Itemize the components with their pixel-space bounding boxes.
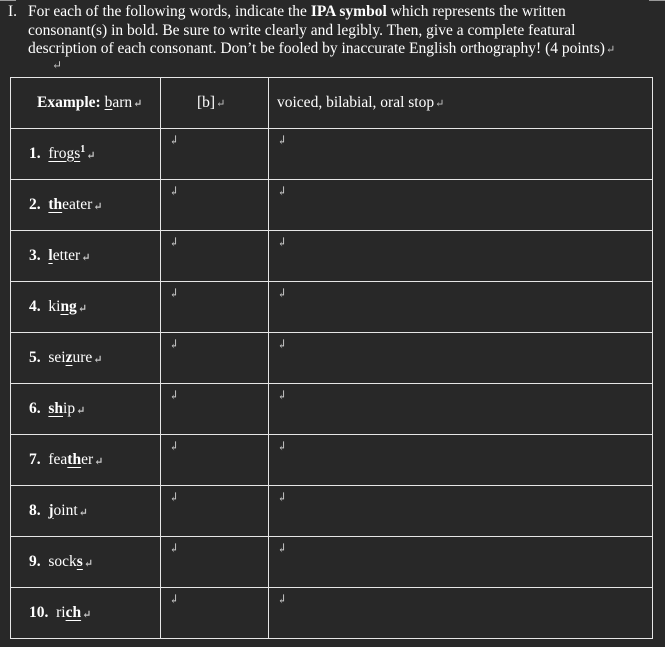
description-answer-cell[interactable] [269, 486, 653, 537]
cell-end-mark-icon: ↵ [81, 251, 91, 264]
word-row [11, 537, 653, 588]
description-answer-cell[interactable] [269, 333, 653, 384]
cell-end-mark-icon: ↲ [169, 133, 180, 147]
example-word-cell[interactable] [11, 78, 161, 129]
description-answer-cell[interactable] [269, 129, 653, 180]
word-part: ki [48, 298, 61, 316]
cell-end-mark-icon: ↲ [277, 592, 288, 606]
cell-end-mark-icon: ↲ [277, 388, 288, 402]
cell-end-mark-icon: ↲ [277, 235, 288, 249]
description-answer-cell[interactable] [269, 282, 653, 333]
word-part: oint [53, 502, 78, 520]
cell-end-mark-icon: ↲ [277, 490, 288, 504]
word-target-consonant: ng [60, 298, 77, 316]
word-row [11, 588, 653, 639]
example-row [11, 78, 653, 129]
ipa-answer-cell[interactable] [161, 282, 269, 333]
word-target-consonant: th [48, 196, 63, 214]
word-cell[interactable] [11, 282, 161, 333]
cell-end-mark-icon: ↲ [277, 541, 288, 555]
example-label: Example: [37, 94, 101, 111]
instructions-text: description of each consonant. Don’t be fooled by inaccurate English orthography! (4 points) [28, 40, 605, 57]
cell-end-mark-icon: ↲ [169, 235, 180, 249]
word-part: ri [56, 604, 66, 622]
footnote-marker: 1 [80, 144, 86, 156]
word-number: 1. [29, 145, 41, 163]
word-target-consonant: ch [65, 604, 82, 622]
word-part: etter [52, 247, 81, 265]
word-cell[interactable] [11, 537, 161, 588]
example-description-cell[interactable] [269, 78, 653, 129]
word-target-consonant: j [48, 502, 54, 520]
word-cell[interactable] [11, 129, 161, 180]
words-table [10, 77, 653, 639]
cell-end-mark-icon: ↵ [76, 404, 86, 417]
example-ipa: [b] [197, 94, 216, 111]
cell-end-mark-icon: ↵ [78, 506, 88, 519]
word-text [48, 452, 93, 469]
word-text [48, 146, 80, 163]
description-answer-cell[interactable] [269, 435, 653, 486]
ipa-answer-cell[interactable] [161, 486, 269, 537]
cell-end-mark-icon: ↵ [94, 455, 104, 468]
word-number: 7. [29, 451, 41, 469]
word-number: 9. [29, 553, 41, 571]
word-text [48, 401, 75, 418]
word-cell[interactable] [11, 384, 161, 435]
word-number: 5. [29, 349, 41, 367]
ipa-answer-cell[interactable] [161, 384, 269, 435]
cell-end-mark-icon: ↲ [169, 439, 180, 453]
word-part: sock [48, 553, 77, 571]
word-part: ure [72, 349, 93, 367]
instructions-bold: IPA symbol [310, 3, 387, 20]
cell-end-mark-icon: ↲ [169, 541, 180, 555]
cell-end-mark-icon: ↲ [277, 439, 288, 453]
word-cell[interactable] [11, 486, 161, 537]
word-number: 8. [29, 502, 41, 520]
ipa-answer-cell[interactable] [161, 537, 269, 588]
cell-end-mark-icon: ↵ [133, 98, 143, 110]
cell-end-mark-icon: ↲ [169, 184, 180, 198]
instructions-text: For each of the following words, indicate the [28, 3, 311, 20]
cell-end-mark-icon: ↵ [435, 98, 445, 110]
cell-end-mark-icon: ↲ [277, 337, 288, 351]
question-number: I. [8, 3, 18, 20]
word-text [56, 605, 81, 622]
example-word [105, 94, 133, 111]
cell-end-mark-icon: ↲ [169, 592, 180, 606]
cell-end-mark-icon: ↲ [277, 286, 288, 300]
word-text [48, 350, 92, 367]
word-cell[interactable] [11, 231, 161, 282]
example-description: voiced, bilabial, oral stop [277, 94, 435, 111]
ipa-answer-cell[interactable] [161, 588, 269, 639]
paragraph-mark-icon: ↵ [605, 44, 616, 56]
description-answer-cell[interactable] [269, 231, 653, 282]
word-part: eater [62, 196, 93, 214]
cell-end-mark-icon: ↲ [277, 133, 288, 147]
ipa-answer-cell[interactable] [161, 129, 269, 180]
word-part: er [81, 451, 94, 469]
cell-end-mark-icon: ↵ [83, 557, 94, 570]
word-row [11, 333, 653, 384]
instructions-paragraph [8, 3, 642, 60]
description-answer-cell[interactable] [269, 588, 653, 639]
word-text [48, 503, 77, 520]
cell-end-mark-icon: ↵ [216, 98, 226, 110]
word-cell[interactable] [11, 588, 161, 639]
cell-end-mark-icon: ↵ [77, 302, 88, 315]
cell-end-mark-icon: ↲ [169, 388, 180, 402]
page-corner-mark-right [649, 0, 665, 2]
description-answer-cell[interactable] [269, 537, 653, 588]
word-row [11, 180, 653, 231]
ipa-answer-cell[interactable] [161, 435, 269, 486]
word-row [11, 384, 653, 435]
instructions-line-2: consonant(s) in bold. Be sure to write clearly and legibly. Then, give a complete featural [28, 21, 576, 39]
word-number: 2. [29, 196, 41, 214]
instructions-text: which represents the written [386, 3, 566, 20]
ipa-answer-cell[interactable] [161, 333, 269, 384]
cell-end-mark-icon: ↲ [169, 337, 180, 351]
ipa-answer-cell[interactable] [161, 180, 269, 231]
example-ipa-cell[interactable] [161, 78, 269, 129]
word-number: 4. [29, 298, 41, 316]
word-part: sei [48, 349, 66, 367]
word-row [11, 486, 653, 537]
word-target-consonant: th [67, 451, 82, 469]
word-row [11, 231, 653, 282]
example-word-underlined: b [104, 94, 113, 111]
word-part: fea [48, 451, 68, 469]
cell-end-mark-icon: ↲ [169, 286, 180, 300]
instructions-line-1 [8, 3, 642, 22]
word-target-consonant: z [65, 349, 73, 367]
word-row [11, 435, 653, 486]
word-cell[interactable] [11, 435, 161, 486]
cell-end-mark-icon: ↵ [86, 149, 96, 162]
word-cell[interactable] [11, 180, 161, 231]
word-cell[interactable] [11, 333, 161, 384]
instructions-line-3 [8, 40, 642, 60]
page-corner-mark-left [0, 0, 16, 2]
word-text [48, 248, 80, 265]
word-text [48, 197, 92, 214]
word-row [11, 282, 653, 333]
word-part: ip [63, 400, 76, 418]
cell-end-mark-icon: ↲ [277, 184, 288, 198]
cell-end-mark-icon: ↵ [93, 353, 103, 366]
paragraph-mark-icon: ↵ [52, 58, 63, 72]
word-text [48, 554, 82, 571]
word-target-consonant: l [48, 247, 53, 265]
example-word-rest: arn [112, 94, 133, 111]
cell-end-mark-icon: ↵ [82, 608, 92, 621]
description-answer-cell[interactable] [269, 384, 653, 435]
cell-end-mark-icon: ↵ [93, 200, 103, 213]
word-number: 6. [29, 400, 41, 418]
word-target-consonant: s [76, 553, 83, 571]
word-text [48, 299, 76, 316]
cell-end-mark-icon: ↲ [169, 490, 180, 504]
word-number: 10. [29, 604, 49, 622]
word-part-underlined: frogs [48, 145, 81, 163]
description-answer-cell[interactable] [269, 180, 653, 231]
word-target-consonant: sh [48, 400, 64, 418]
ipa-answer-cell[interactable] [161, 231, 269, 282]
word-number: 3. [29, 247, 41, 265]
word-row [11, 129, 653, 180]
